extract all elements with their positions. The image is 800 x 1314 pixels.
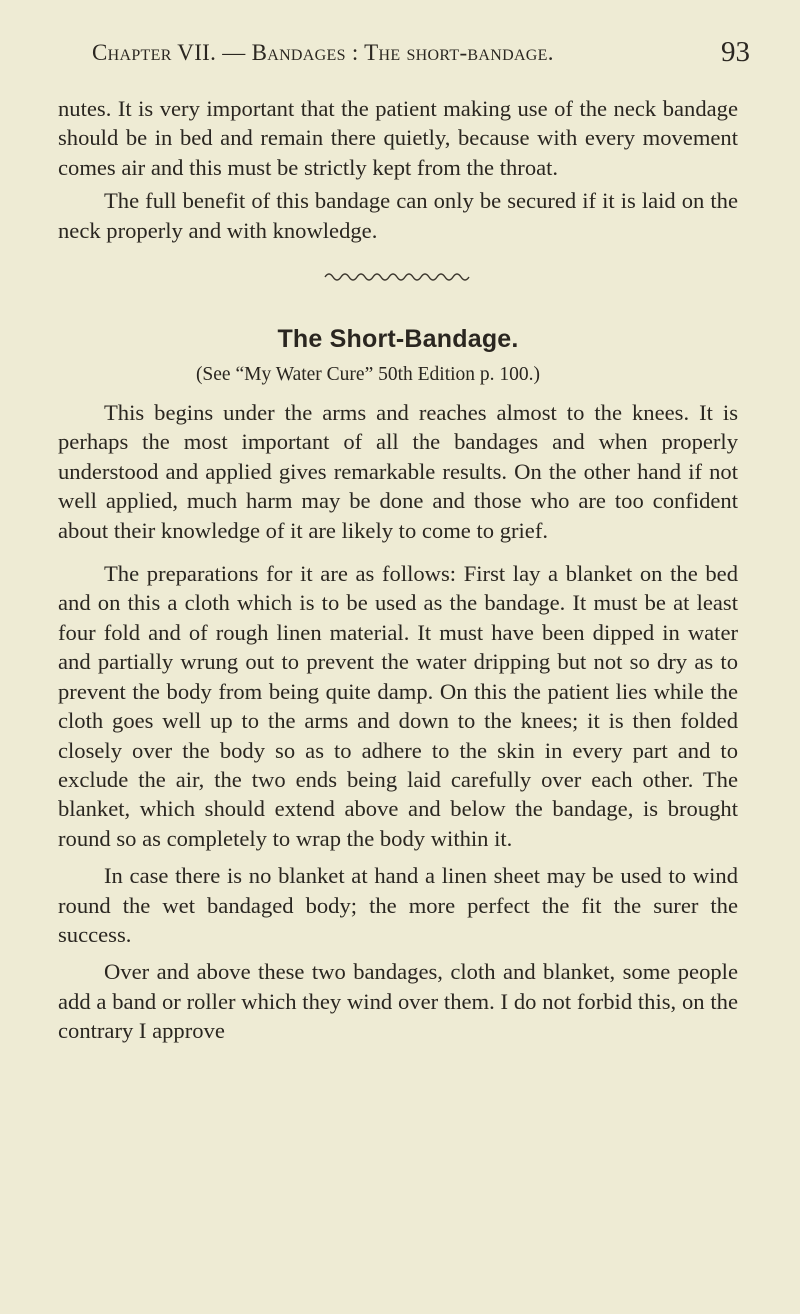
section-reference: (See “My Water Cure” 50th Edition p. 100.)	[195, 364, 541, 386]
paragraph-neck-bandage-continued: nutes. It is very important that the patient making use of the neck bandage should be in bed and remain there quietly, because with every movement comes air and this must be strictly kept from the throat.	[58, 96, 738, 180]
section-heading: The Short-Bandage.	[277, 325, 519, 354]
wavy-rule-icon	[323, 271, 473, 283]
running-head	[58, 36, 750, 78]
page-number: 93	[721, 36, 750, 68]
book-page	[58, 36, 750, 1046]
paragraph-linen-sheet: In case there is no blanket at hand a linen sheet may be used to wind round the wet bandaged body; the more perfect the fit the surer the success.	[58, 863, 738, 947]
chapter-running-title: Chapter VII. — Bandages : The short-bandage.	[92, 40, 554, 65]
paragraph-preparations: The preparations for it are as follows: First lay a blanket on the bed and on this a cloth which is to be used as the bandage. It must be at least four fold and of rough linen material. It must have been dipped in water and partially wrung out to prevent the water dripping but not so dry as to prevent the body from being quite damp. On this the patient lies while the cloth goes well up to the arms and down to the knees; it is then folded closely over the body so as to adhere to the skin in every part and to exclude the air, the two ends being laid carefully over each other. The blanket, which should extend above and below the bandage, is brought round so as completely to wrap the body within it.	[58, 561, 738, 851]
paragraph-full-benefit: The full benefit of this bandage can only be secured if it is laid on the neck properly and with knowledge.	[58, 188, 738, 243]
paragraph-short-bandage-intro: This begins under the arms and reaches almost to the knees. It is perhaps the most important of all the bandages and when properly understood and applied gives remarkable results. On the other hand if not well applied, much harm may be done and those who are too confident about their knowledge of it are likely to come to grief.	[58, 400, 738, 543]
paragraph-additional-band: Over and above these two bandages, cloth and blanket, some people add a band or roller which they wind over them. I do not forbid this, on the contrary I approve	[58, 959, 738, 1044]
